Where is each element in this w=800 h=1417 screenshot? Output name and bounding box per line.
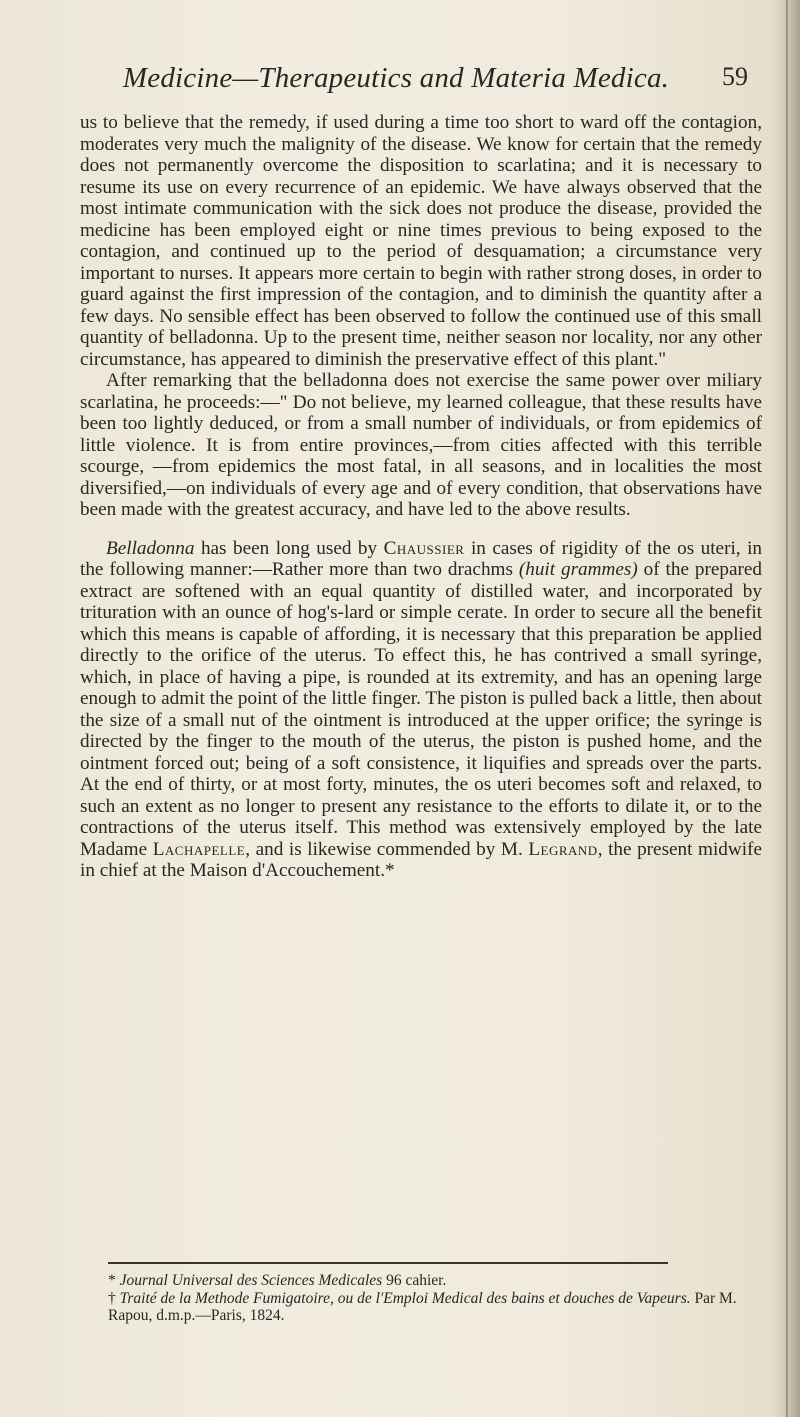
footnote-1 — [108, 1272, 768, 1290]
text-segment: has been long used by — [194, 537, 384, 559]
footnotes — [108, 1272, 768, 1325]
paragraph-belladonna — [80, 538, 762, 882]
running-head: Medicine—Therapeutics and Materia Medica. — [122, 62, 670, 94]
text-segment: in cases of rigidity of the os uteri, in the following manner:—Rather more than two drachms — [80, 537, 762, 580]
footnote-text: Par M. Rapou, d.m.p.—Paris, 1824. — [108, 1289, 737, 1324]
french-term: (huit grammes) — [518, 559, 638, 580]
page-number: 59 — [722, 62, 748, 91]
person-name: Lachapelle — [152, 838, 246, 860]
footnote-rule — [108, 1262, 668, 1264]
footnote-text: 96 cahier. — [382, 1272, 447, 1289]
footnote-mark: * — [108, 1272, 120, 1289]
footnote-2 — [108, 1290, 768, 1325]
text-segment: , and is likewise commended by M. — [245, 838, 529, 860]
person-name: Legrand — [528, 838, 598, 860]
author-name: Chaussier — [383, 537, 465, 559]
text-segment: of the prepared extract are softened with an equal quantity of distilled water, and incorporated by trituration with an ounce of hog's-lard or simple cerate. In order to secure all the benefit which this means is capable of affording, it is necessary that this preparation be applied directly to the orifice of the uterus. To effect this, he has contrived a small syringe, which, in place of having a pipe, is rounded at its extremity, and has an opening large enough to admit the point of the little finger. The piston is pulled back a little, then about the size of a small nut of the ointment is introduced at the upper orifice; the syringe is directed by the finger to the mouth of the uterus, the piston is pushed home, and the ointment forced out; being of a soft consistence, it liquifies and spreads over the parts. At the end of thirty, or at most forty, minutes, the os uteri becomes soft and relaxed, to such an extent as no longer to present any resistance to the efforts to dilate it, or to the contractions of the uterus itself. This method was extensively employed by the late Madame — [80, 559, 762, 860]
footnote-title: Journal Universal des Sciences Medicales — [119, 1272, 383, 1289]
page-header — [116, 62, 756, 102]
footnote-title: Traité de la Methode Fumigatoire, ou de l'Emploi Medical des bains et douches de Vapeurs. — [119, 1289, 691, 1307]
footnote-mark: † — [108, 1289, 120, 1307]
page-edge-line — [786, 0, 788, 1417]
body-text — [80, 112, 762, 882]
text-segment: , the present midwife in chief at the Maison d'Accouchement.* — [80, 838, 762, 881]
paragraph-quotation: After remarking that the belladonna does not exercise the same power over miliary scarlatina, he proceeds:—" Do not believe, my learned colleague, that these results have been too lightly deduced, or from a small number of individuals, or from epidemics of little violence. It is from entire provinces,—from cities affected with this terrible scourge, —from epidemics the most fatal, in all seasons, and in localities the most diversified,—on individuals of every age and of every condition, that observations have been made with the greatest accuracy, and have led to the above results. — [80, 370, 762, 520]
term-belladonna: Belladonna — [106, 537, 195, 559]
paragraph-continuation: us to believe that the remedy, if used during a time too short to ward off the contagion, moderates very much the malignity of the disease. We know for certain that the remedy does not permanently overcome the disposition to scarlatina; and it is necessary to resume its use on every recurrence of an epidemic. We have always observed that the most intimate communication with the sick does not produce the disease, provided the medicine has been employed eight or nine times previous to being exposed to the contagion, and continued up to the period of desquamation; a circumstance very important to nurses. It appears more certain to begin with rather strong doses, in order to guard against the first impression of the contagion, and to diminish the quantity after a few days. No sensible effect has been observed to follow the continued use of this small quantity of belladonna. Up to the present time, neither season nor locality, nor any other circumstance, has appeared to diminish the preservative effect of this plant." — [80, 112, 762, 370]
